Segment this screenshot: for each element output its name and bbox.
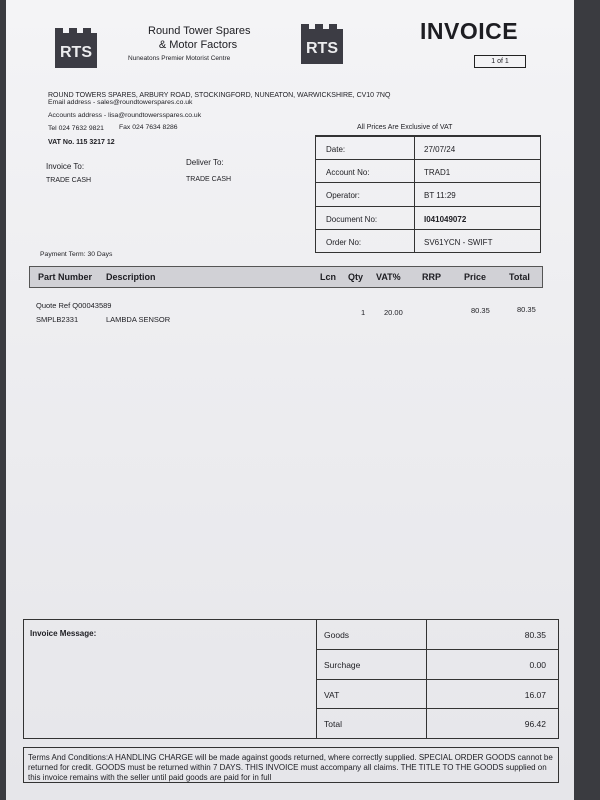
info-row-date — [316, 136, 540, 160]
operator-label: Operator: — [326, 191, 360, 200]
page-indicator: 1 of 1 — [474, 55, 526, 68]
company-address: ROUND TOWERS SPARES, ARBURY ROAD, STOCKINGFORD, NUNEATON, WARWICKSHIRE, CV10 7NQ — [48, 92, 391, 99]
company-name-line2: & Motor Factors — [158, 39, 238, 51]
account-no-label: Account No: — [326, 168, 370, 177]
terms-and-conditions: Terms And Conditions:A HANDLING CHARGE will be made against goods returned, where correctly supplied. SPECIAL ORDER GOODS cannot be returned for credit. GOODS must be returned within 7 DAYS. THIS INVOICE must accompany all claims. THE TITLE TO THE GOODS supplied on this invoice remains with the seller until paid goods are paid for in full — [28, 753, 553, 782]
operator-value: BT 11:29 — [424, 191, 456, 200]
goods-row — [316, 620, 558, 649]
logo-text-right: RTS — [306, 40, 338, 57]
col-total: Total — [509, 272, 530, 282]
company-name — [148, 24, 251, 52]
invoice-details-box — [315, 135, 541, 253]
surcharge-value: 0.00 — [529, 660, 546, 670]
vat-number: VAT No. 115 3217 12 — [48, 139, 115, 146]
account-no-value: TRAD1 — [424, 168, 451, 177]
date-label: Date: — [326, 145, 346, 154]
invoice-to-value: TRADE CASH — [46, 177, 92, 184]
invoice-message-area — [24, 620, 317, 738]
company-tel: Tel 024 7632 9821 — [48, 125, 104, 132]
order-no-value: SV61YCN - SWIFT — [424, 238, 493, 247]
rts-tower-logo-left — [53, 24, 99, 70]
quote-ref: Quote Ref Q00043589 — [36, 301, 112, 310]
goods-value: 80.35 — [524, 630, 546, 640]
document-no-label: Document No: — [326, 215, 378, 224]
rts-tower-logo-right — [299, 20, 345, 66]
item-qty: 1 — [361, 308, 366, 317]
total-value: 96.42 — [524, 719, 546, 729]
payment-term: Payment Term: 30 Days — [40, 251, 113, 258]
company-name-line1: Round Tower Spares — [148, 25, 251, 37]
item-total: 80.35 — [517, 305, 536, 314]
col-price: Price — [464, 272, 487, 282]
document-no-value: I041049072 — [424, 215, 467, 224]
invoice-sheet — [6, 0, 574, 800]
info-row-account — [316, 159, 540, 183]
col-part-number: Part Number — [38, 272, 93, 282]
document-title: INVOICE — [420, 18, 519, 44]
info-row-operator — [316, 182, 540, 206]
surcharge-label: Surchage — [324, 660, 361, 670]
col-vat: VAT% — [376, 272, 401, 282]
company-tagline: Nuneatons Premier Motorist Centre — [128, 55, 231, 62]
company-email: Email address - sales@roundtowerspares.co.uk — [48, 99, 193, 106]
total-row — [316, 708, 558, 738]
col-lcn: Lcn — [320, 272, 337, 282]
company-fax: Fax 024 7634 8286 — [119, 124, 178, 131]
invoice-message-label: Invoice Message: — [30, 629, 97, 638]
info-row-order — [316, 229, 540, 253]
prices-note: All Prices Are Exclusive of VAT — [357, 124, 453, 131]
surcharge-row — [316, 649, 558, 679]
company-accounts-email: Accounts address - lisa@roundtowersspares.co.uk — [48, 112, 202, 119]
col-description: Description — [106, 272, 156, 282]
item-part-number: SMPLB2331 — [36, 315, 79, 324]
vat-value: 16.07 — [524, 690, 546, 700]
item-description: LAMBDA SENSOR — [106, 315, 171, 324]
line-items-header — [29, 266, 543, 288]
info-row-document — [316, 206, 540, 230]
deliver-to-value: TRADE CASH — [186, 176, 232, 183]
item-price: 80.35 — [471, 306, 490, 315]
vat-row — [316, 679, 558, 709]
deliver-to-label: Deliver To: — [186, 158, 224, 167]
invoice-to-label: Invoice To: — [46, 162, 85, 171]
item-vat: 20.00 — [384, 308, 403, 317]
col-rrp: RRP — [422, 272, 442, 282]
total-label: Total — [324, 719, 342, 729]
logo-text-left: RTS — [60, 44, 92, 61]
goods-label: Goods — [324, 630, 350, 640]
terms-box — [23, 747, 559, 783]
order-no-label: Order No: — [326, 238, 362, 247]
totals-box — [23, 619, 559, 739]
date-value: 27/07/24 — [424, 145, 456, 154]
col-qty: Qty — [348, 272, 364, 282]
vat-label: VAT — [324, 690, 340, 700]
